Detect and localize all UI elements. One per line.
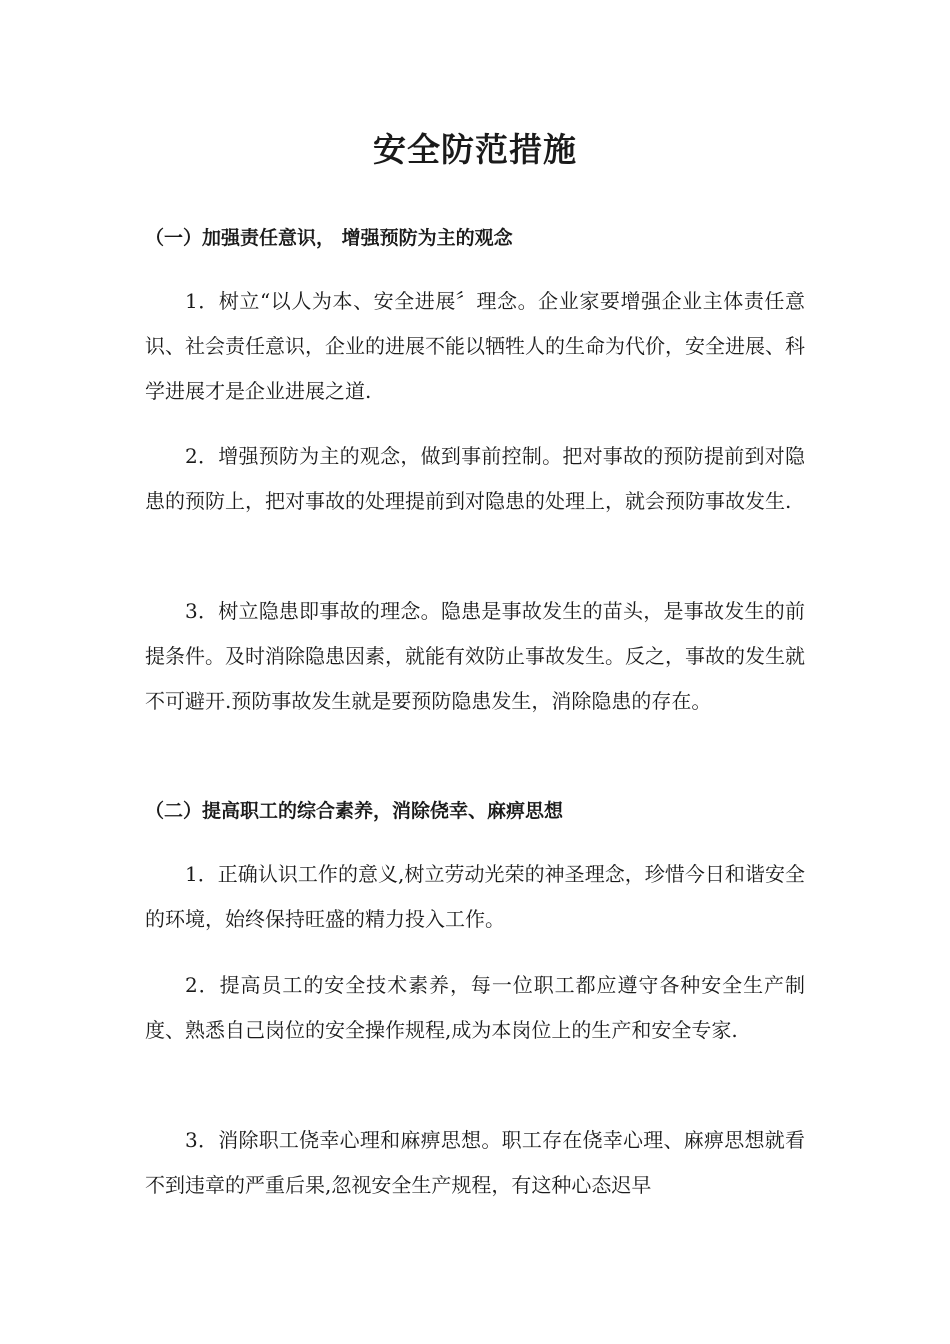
paragraph-1-3: 3．树立隐患即事故的理念。隐患是事故发生的苗头，是事故发生的前提条件。及时消除隐患因素，就能有效防止事故发生。反之，事故的发生就不可避开.预防事故发生就是要预防隐患发生，消除隐患的存在。 [145,599,805,713]
paragraph-2-3: 3．消除职工侥幸心理和麻痹思想。职工存在侥幸心理、麻痹思想就看不到违章的严重后果,忽视安全生产规程，有这种心态迟早 [145,1128,805,1197]
section-heading-1: （一）加强责任意识， 增强预防为主的观念 [145,227,513,249]
paragraph-1-1: 1．树立“以人为本、安全进展〞理念。企业家要增强企业主体责任意识、社会责任意识，企业的进展不能以牺牲人的生命为代价，安全进展、科学进展才是企业进展之道. [145,289,805,403]
paragraph-2-2: 2．提高员工的安全技术素养，每一位职工都应遵守各种安全生产制度、熟悉自己岗位的安全操作规程,成为本岗位上的生产和安全专家. [145,973,805,1042]
paragraph-2-1: 1．正确认识工作的意义,树立劳动光荣的神圣理念，珍惜今日和谐安全的环境，始终保持旺盛的精力投入工作。 [145,862,805,931]
section-heading-2: （二）提高职工的综合素养，消除侥幸、麻痹思想 [145,800,564,822]
paragraph-1-2: 2．增强预防为主的观念，做到事前控制。把对事故的预防提前到对隐患的预防上，把对事故的处理提前到对隐患的处理上，就会预防事故发生. [145,444,805,513]
document-title: 安全防范措施 [373,130,577,169]
